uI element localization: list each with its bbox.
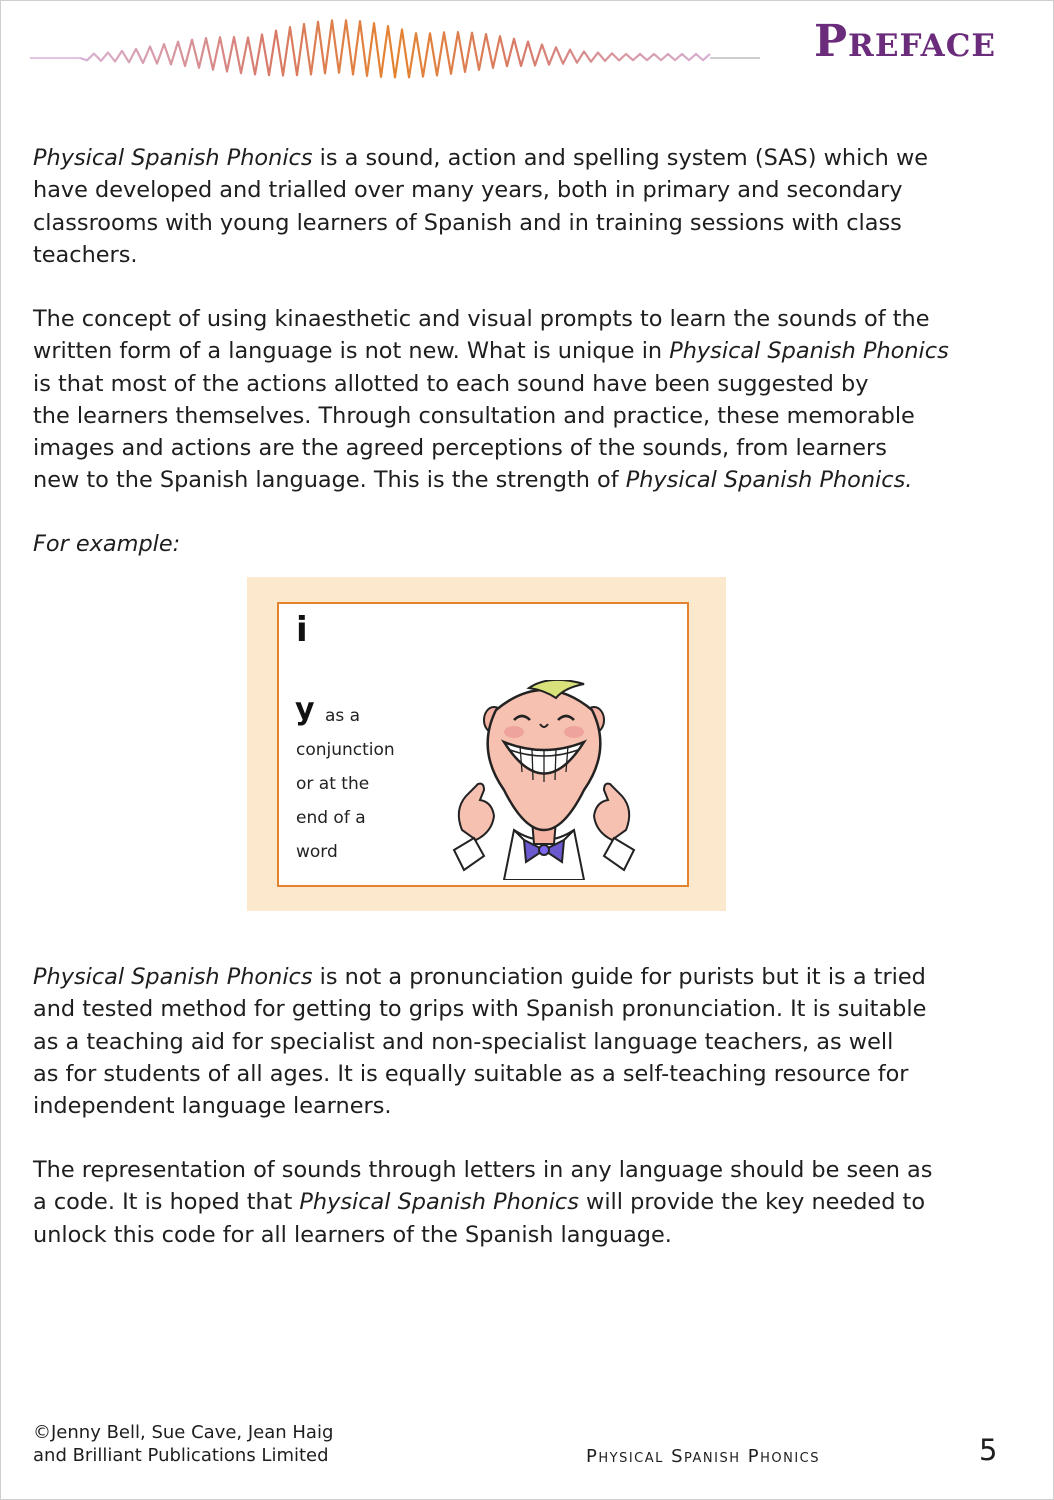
grinning-boy-illustration: [444, 680, 644, 880]
text-line: as for students of all ages. It is equally suitable as a self-teaching resource for: [33, 1060, 909, 1087]
example-card: [247, 577, 726, 911]
sound-wave-decoration: [30, 8, 760, 92]
text-line: classrooms with young learners of Spanish and in training sessions with class: [33, 209, 902, 236]
text-line: and tested method for getting to grips with Spanish pronunciation. It is suitable: [33, 996, 927, 1023]
card-description: [296, 699, 395, 869]
copyright-line: and Brilliant Publications Limited: [33, 1445, 329, 1466]
example-card-inner: [277, 602, 689, 887]
text-line: The representation of sounds through letters in any language should be seen as: [33, 1157, 933, 1183]
text-line: the learners themselves. Through consultation and practice, these memorable: [33, 402, 915, 429]
copyright-line: ©Jenny Bell, Sue Cave, Jean Haig: [33, 1422, 334, 1443]
paragraph-code: [33, 1154, 1018, 1251]
text-line: have developed and trialled over many years, both in primary and secondary: [33, 177, 903, 204]
card-letter: i: [296, 610, 308, 650]
text-line: new to the Spanish language. This is the strength of Physical Spanish Phonics.: [33, 467, 913, 494]
text-line: a code. It is hoped that Physical Spanish Phonics will provide the key needed to: [33, 1189, 926, 1216]
paragraph-intro: [33, 142, 1018, 271]
paragraph-method: [33, 961, 1018, 1122]
card-y-letter: y: [295, 692, 315, 727]
card-line: conjunction: [296, 740, 395, 760]
text-line: Physical Spanish Phonics is not a pronunciation guide for purists but it is a tried: [33, 964, 926, 990]
page-title: Preface: [813, 16, 996, 67]
card-line: as a: [325, 706, 361, 726]
text-line: independent language learners.: [33, 1093, 392, 1120]
text-line: as a teaching aid for specialist and non-specialist language teachers, as well: [33, 1028, 894, 1055]
card-line: end of a: [296, 808, 366, 828]
card-line: word: [296, 842, 338, 862]
text-line: written form of a language is not new. What is unique in Physical Spanish Phonics: [33, 338, 949, 365]
page-number: 5: [979, 1433, 998, 1467]
example-label: For example:: [33, 531, 181, 557]
footer-book-title: Physical Spanish Phonics: [586, 1446, 820, 1467]
copyright-notice: [33, 1421, 333, 1467]
text-line: teachers.: [33, 241, 138, 268]
text-line: The concept of using kinaesthetic and visual prompts to learn the sounds of the: [33, 306, 930, 332]
text-line: images and actions are the agreed perceptions of the sounds, from learners: [33, 435, 887, 462]
text-line: is that most of the actions allotted to each sound have been suggested by: [33, 370, 869, 397]
text-line: Physical Spanish Phonics is a sound, action and spelling system (SAS) which we: [33, 145, 929, 171]
text-line: unlock this code for all learners of the Spanish language.: [33, 1221, 672, 1248]
paragraph-concept: [33, 303, 1018, 497]
paragraph-example-label: [33, 528, 1018, 560]
card-line: or at the: [296, 774, 370, 794]
